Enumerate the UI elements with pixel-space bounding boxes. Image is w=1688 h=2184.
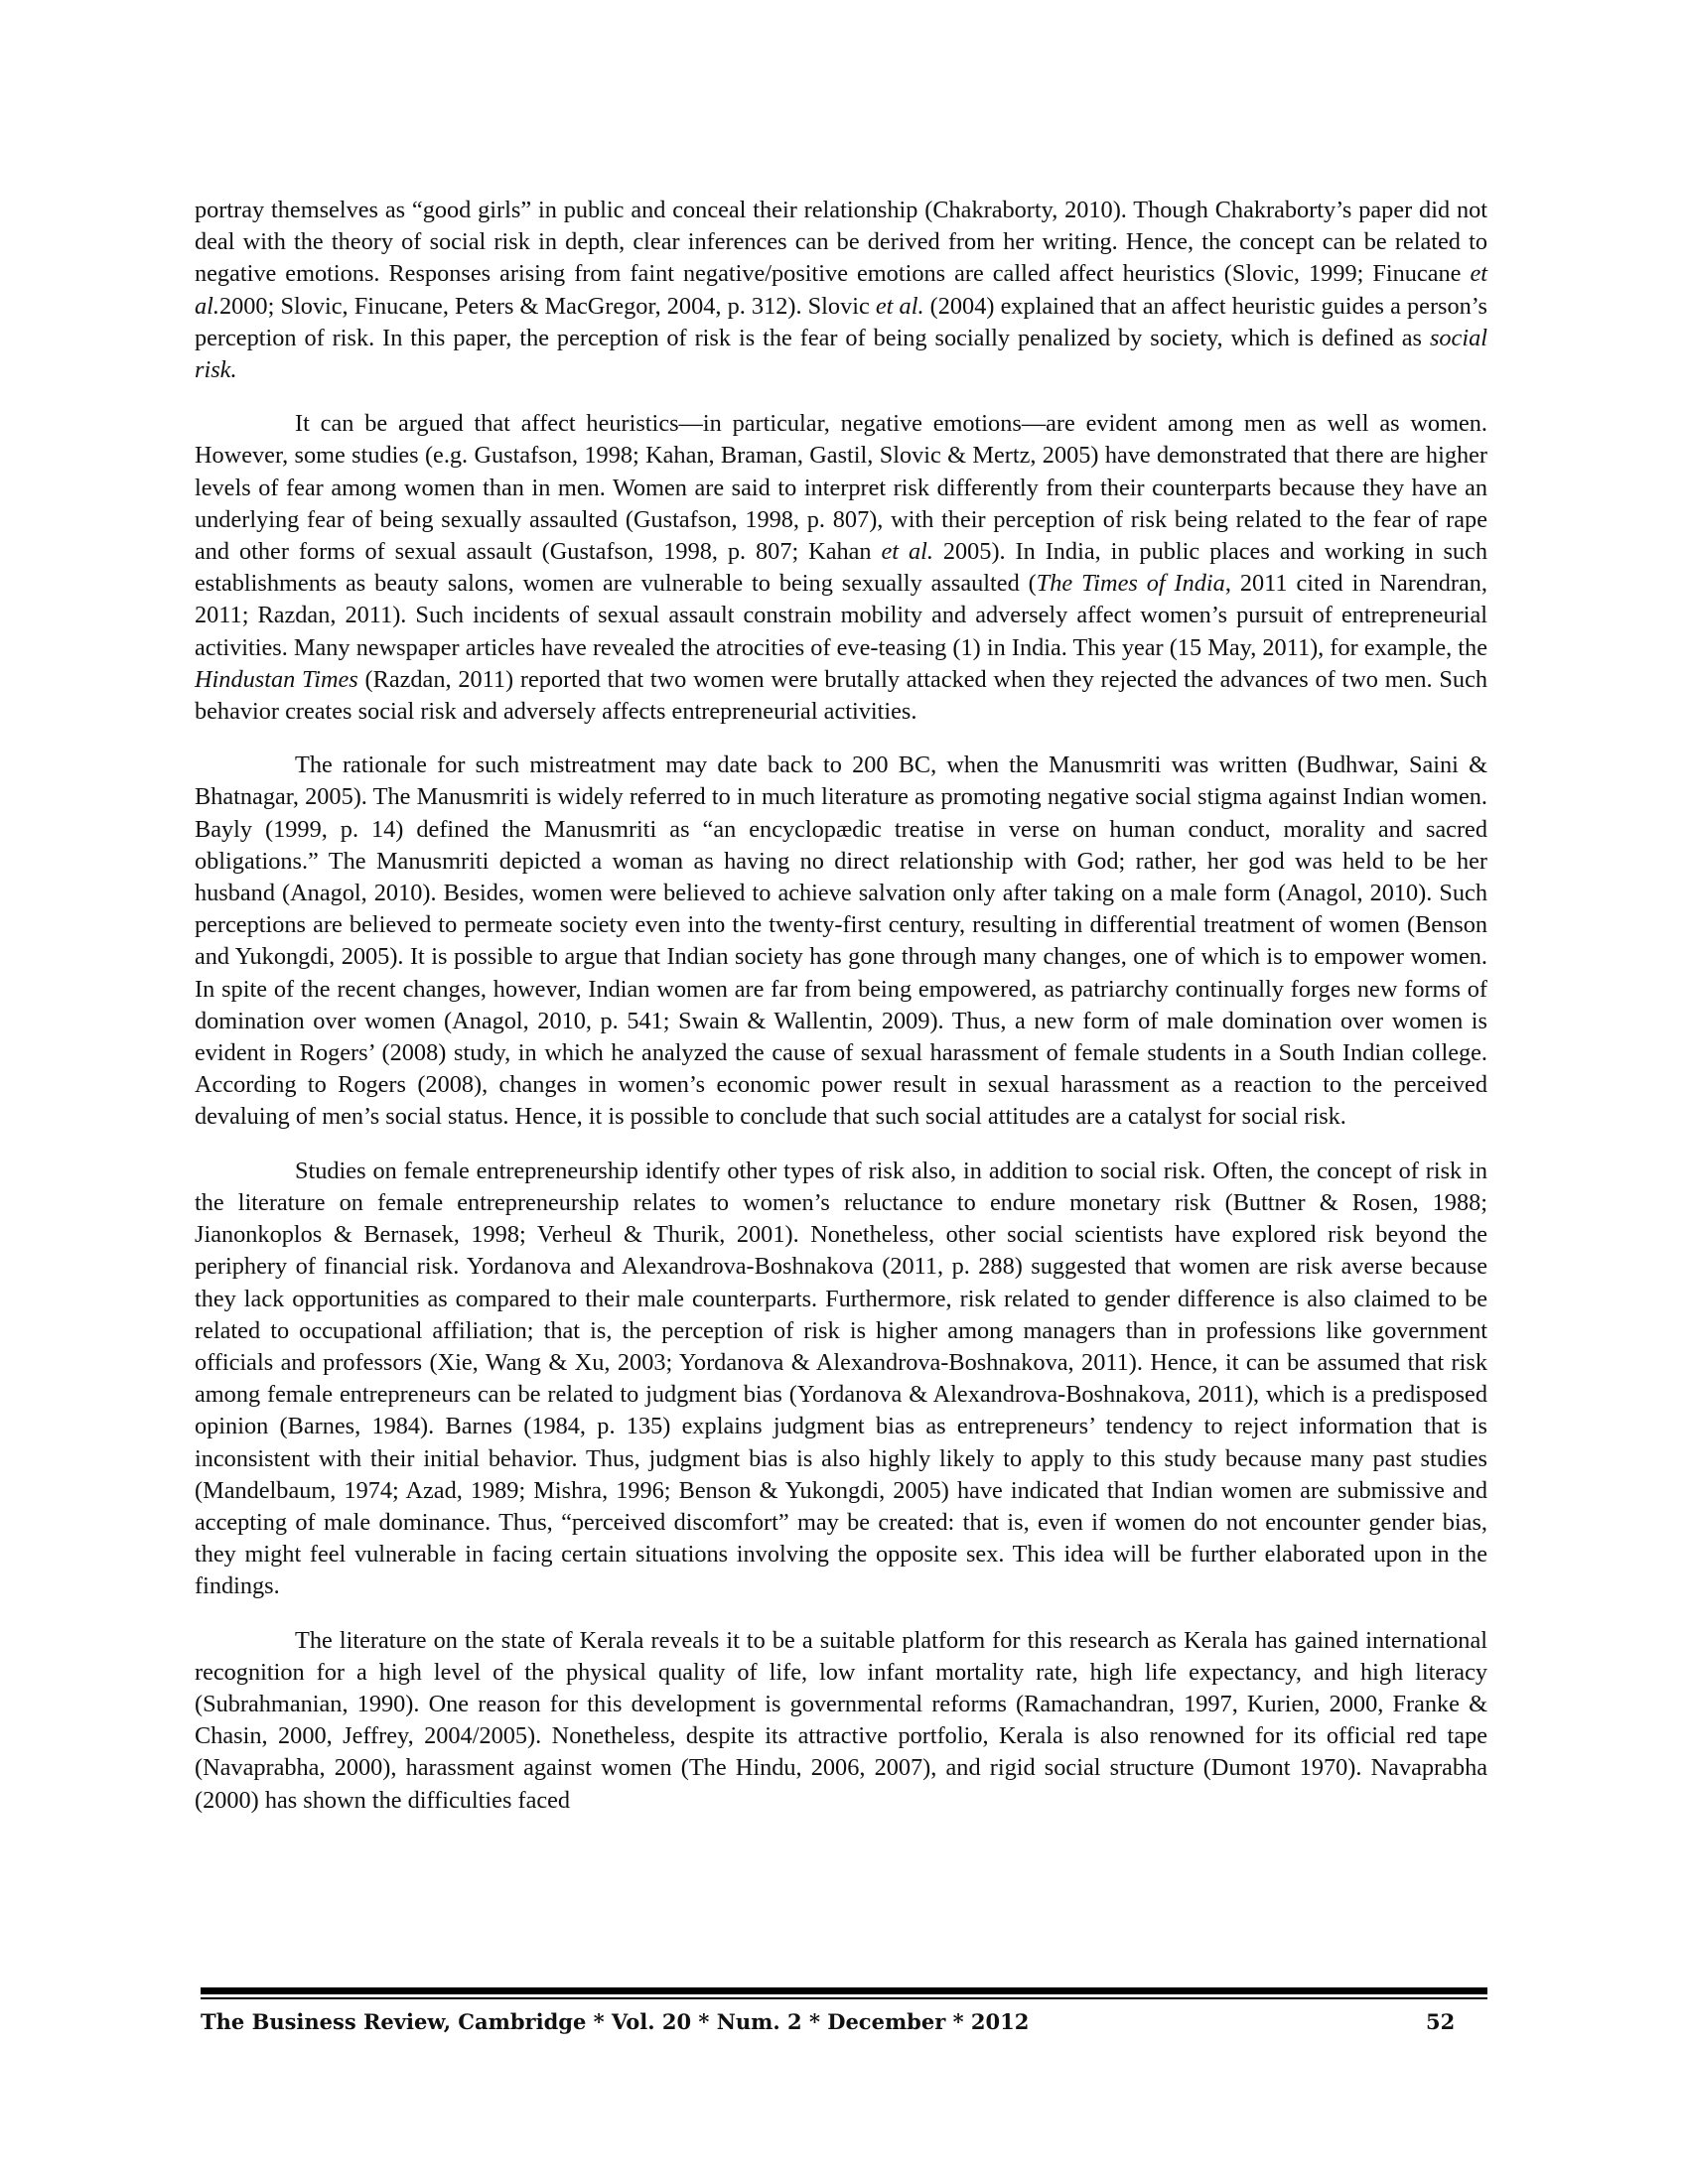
footer-rule-thick — [201, 1987, 1487, 1994]
italic-text: et al. — [875, 292, 924, 320]
text-run: , 2011 cited in Narendran, 2011; Razdan, 2011). Such incidents of sexual assault constrain mobility and adversely affect women’s pursuit of entrepreneurial activities. Many newspaper articles have revealed the atrocities of eve-teasing (1) in India. This year (15 May, 2011), for example, the — [195, 570, 1488, 661]
italic-text: et al. — [881, 538, 933, 566]
text-run: (Razdan, 2011) reported that two women were brutally attacked when they rejected the advances of two men. Such behavior creates social risk and adversely affects entrepreneurial activities. — [195, 665, 1487, 726]
paragraph-1 — [195, 195, 1487, 386]
text-run: 2005). In India, in public places and working in such establishments as beauty salons, women are vulnerable to being sexually assaulted ( — [195, 538, 1487, 598]
paragraph-3: The rationale for such mistreatment may date back to 200 BC, when the Manusmriti was written (Budhwar, Saini & Bhatnagar, 2005). The Manusmriti is widely referred to in much literature as promoting negative social stigma against Indian women. Bayly (1999, p. 14) defined the Manusmriti as “an encyclopædic treatise in verse on human conduct, morality and sacred obligations.” The Manusmriti depicted a woman as having no direct relationship with God; rather, her god was held to be her husband (Anagol, 2010). Besides, women were believed to achieve salvation only after taking on a male form (Anagol, 2010). Such perceptions are believed to permeate society even into the twenty-first century, resulting in differential treatment of women (Benson and Yukongdi, 2005). It is possible to argue that Indian society has gone through many changes, one of which is to empower women. In spite of the recent changes, however, Indian women are far from being empowered, as patriarchy continually forges new forms of domination over women (Anagol, 2010, p. 541; Swain & Wallentin, 2009). Thus, a new form of male domination over women is evident in Rogers’ (2008) study, in which he analyzed the cause of sexual harassment of female students in a South Indian college. According to Rogers (2008), changes in women’s economic power result in sexual harassment as a reaction to the perceived devaluing of men’s social status. Hence, it is possible to conclude that such social attitudes are a catalyst for social risk. — [195, 751, 1487, 1131]
text-run: (2004) explained that an affect heuristic guides a person’s perception of risk. In this paper, the perception of risk is the fear of being socially penalized by society, which is defined as — [195, 292, 1487, 351]
italic-text: et al. — [195, 260, 1487, 320]
paragraph-5: The literature on the state of Kerala reveals it to be a suitable platform for this research as Kerala has gained international recognition for a high level of the physical quality of life, low infant mortality rate, high life expectancy, and high literacy (Subrahmanian, 1990). One reason for this development is governmental reforms (Ramachandran, 1997, Kurien, 2000, Franke & Chasin, 2000, Jeffrey, 2004/2005). Nonetheless, despite its attractive portfolio, Kerala is also renowned for its official red tape (Navaprabha, 2000), harassment against women (The Hindu, 2006, 2007), and rigid social structure (Dumont 1970). Navaprabha (2000) has shown the difficulties faced — [195, 1626, 1487, 1814]
text-run: 2000; Slovic, Finucane, Peters & MacGregor, 2004, p. 312). Slovic — [218, 292, 876, 320]
article-body — [195, 195, 1487, 1839]
footer-journal-citation: The Business Review, Cambridge * Vol. 20 * Num. 2 * December * 2012 — [201, 2009, 1030, 2034]
paragraph-4: Studies on female entrepreneurship identify other types of risk also, in addition to social risk. Often, the concept of risk in the literature on female entrepreneurship relates to women’s reluctance to endure monetary risk (Buttner & Rosen, 1988; Jianonkoplos & Bernasek, 1998; Verheul & Thurik, 2001). Nonetheless, other social scientists have explored risk beyond the periphery of financial risk. Yordanova and Alexandrova-Boshnakova (2011, p. 288) suggested that women are risk averse because they lack opportunities as compared to their male counterparts. Furthermore, risk related to gender difference is also claimed to be related to occupational affiliation; that is, the perception of risk is higher among managers than in professions like government officials and professors (Xie, Wang & Xu, 2003; Yordanova & Alexandrova-Boshnakova, 2011). Hence, it can be assumed that risk among female entrepreneurs can be related to judgment bias (Yordanova & Alexandrova-Boshnakova, 2011), which is a predisposed opinion (Barnes, 1984). Barnes (1984, p. 135) explains judgment bias as entrepreneurs’ tendency to reject information that is inconsistent with their initial behavior. Thus, judgment bias is also highly likely to apply to this study because many past studies (Mandelbaum, 1974; Azad, 1989; Mishra, 1996; Benson & Yukongdi, 2005) have indicated that Indian women are submissive and accepting of male dominance. Thus, “perceived discomfort” may be created: that is, even if women do not encounter gender bias, they might feel vulnerable in facing certain situations involving the opposite sex. This idea will be further elaborated upon in the findings. — [195, 1157, 1487, 1600]
footer-rule-thin — [201, 1997, 1487, 1999]
paragraph-2 — [195, 408, 1487, 728]
italic-text: social risk. — [195, 324, 1487, 384]
italic-text: Hindustan Times — [195, 665, 358, 693]
text-run: portray themselves as “good girls” in public and conceal their relationship (Chakraborty, 2010). Though Chakraborty’s paper did not deal with the theory of social risk in depth, clear inferences can be derived from her writing. Hence, the concept can be related to negative emotions. Responses arising from faint negative/positive emotions are called affect heuristics (Slovic, 1999; Finucane — [195, 197, 1487, 288]
page-number: 52 — [1426, 2009, 1456, 2034]
text-run: It can be argued that affect heuristics—in particular, negative emotions—are evident among men as well as women. However, some studies (e.g. Gustafson, 1998; Kahan, Braman, Gastil, Slovic & Mertz, 2005) have demonstrated that there are higher levels of fear among women than in men. Women are said to interpret risk differently from their counterparts because they have an underlying fear of being sexually assaulted (Gustafson, 1998, p. 807), with their perception of risk being related to the fear of rape and other forms of sexual assault (Gustafson, 1998, p. 807; Kahan — [195, 410, 1487, 566]
italic-text: The Times of India — [1036, 570, 1225, 598]
